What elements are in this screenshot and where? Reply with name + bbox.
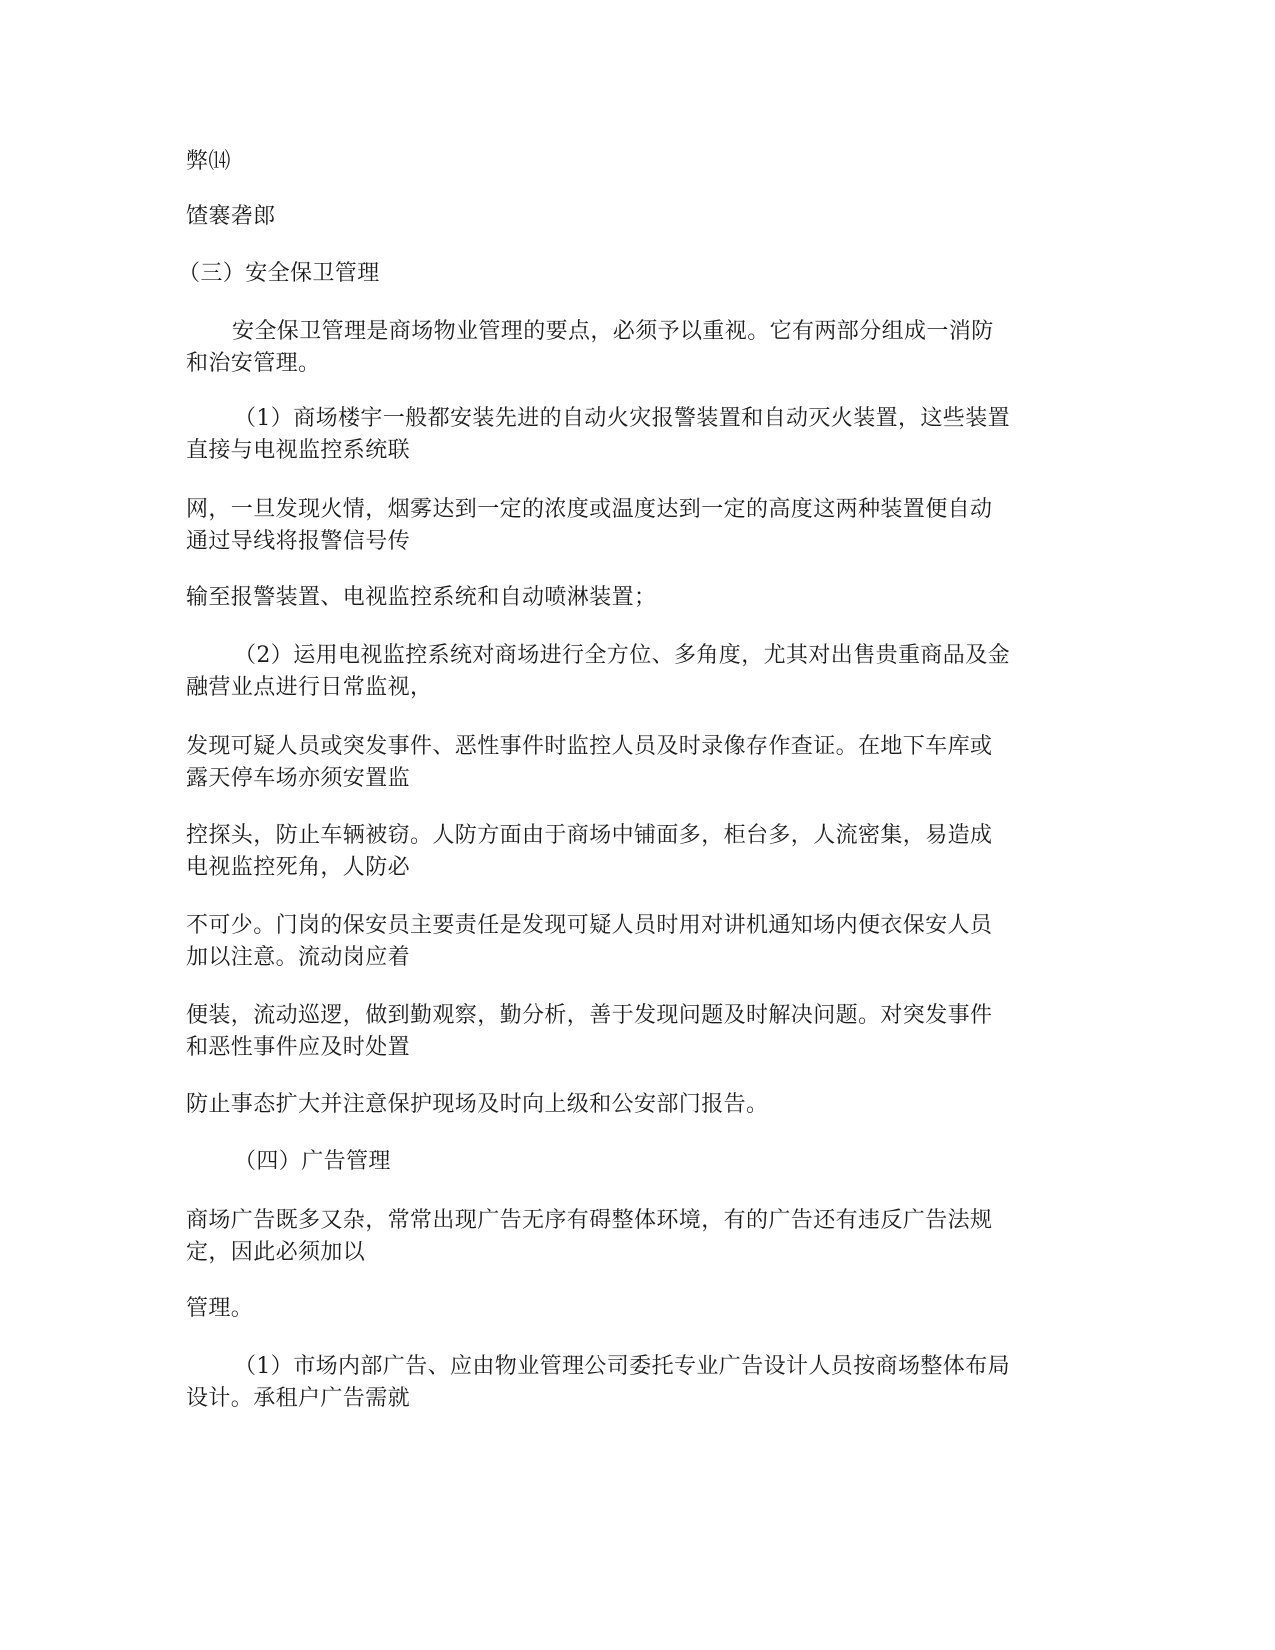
paragraph xyxy=(186,820,1096,884)
text-line: 和治安管理。 xyxy=(186,351,321,376)
text-line: 设计。承租户广告需就 xyxy=(186,1386,411,1411)
paragraph xyxy=(186,1205,1096,1269)
text-line: 融营业点进行日常监视， xyxy=(186,675,433,700)
paragraph xyxy=(186,316,1096,380)
text-line: 发现可疑人员或突发事件、恶性事件时监控人员及时录像存作查证。在地下车库或 xyxy=(186,734,993,759)
paragraph xyxy=(186,494,1096,558)
text-line: 网，一旦发现火情，烟雾达到一定的浓度或温度达到一定的高度这两种装置便自动 xyxy=(186,497,993,522)
text-line: 安全保卫管理是商场物业管理的要点，必须予以重视。它有两部分组成一消防 xyxy=(232,319,994,344)
paragraph xyxy=(186,731,1096,795)
text-line: 电视监控死角，人防必 xyxy=(186,855,411,880)
text-line: 通过导线将报警信号传 xyxy=(186,529,411,554)
paragraph xyxy=(186,1351,1096,1415)
text-line: 输至报警装置、电视监控系统和自动喷淋装置； xyxy=(186,585,657,610)
text-line: 防止事态扩大并注意保护现场及时向上级和公安部门报告。 xyxy=(186,1092,769,1117)
text-line: 便装，流动巡逻，做到勤观察，勤分析，善于发现问题及时解决问题。对突发事件 xyxy=(186,1003,993,1028)
text-line: 定，因此必须加以 xyxy=(186,1240,366,1265)
text-line: 管理。 xyxy=(186,1296,254,1321)
text-line: 控探头，防止车辆被窃。人防方面由于商场中铺面多，柜台多，人流密集，易造成 xyxy=(186,823,993,848)
paragraph xyxy=(186,910,1096,974)
paragraph xyxy=(186,1000,1096,1064)
text-line: 弊⒁ xyxy=(186,149,231,174)
paragraph xyxy=(186,640,1096,704)
text-line: （2）运用电视监控系统对商场进行全方位、多角度，尤其对出售贵重商品及金 xyxy=(234,643,1010,668)
text-line: 不可少。门岗的保安员主要责任是发现可疑人员时用对讲机通知场内便衣保安人员 xyxy=(186,913,993,938)
text-line: 商场广告既多又杂，常常出现广告无序有碍整体环境，有的广告还有违反广告法规 xyxy=(186,1208,993,1233)
paragraph xyxy=(186,403,1096,467)
text-line: 馇褰砻郎 xyxy=(186,204,276,229)
text-line: 直接与电视监控系统联 xyxy=(186,438,411,463)
text-line: （1）商场楼宇一般都安装先进的自动火灾报警装置和自动灭火装置，这些装置 xyxy=(234,406,1010,431)
text-line: 和恶性事件应及时处置 xyxy=(186,1035,411,1060)
section-heading: （四）广告管理 xyxy=(234,1149,391,1174)
section-heading: （三）安全保卫管理 xyxy=(178,261,380,286)
text-line: 加以注意。流动岗应着 xyxy=(186,945,411,970)
text-line: 露天停车场亦须安置监 xyxy=(186,766,411,791)
text-line: （1）市场内部广告、应由物业管理公司委托专业广告设计人员按商场整体布局 xyxy=(234,1354,1010,1379)
